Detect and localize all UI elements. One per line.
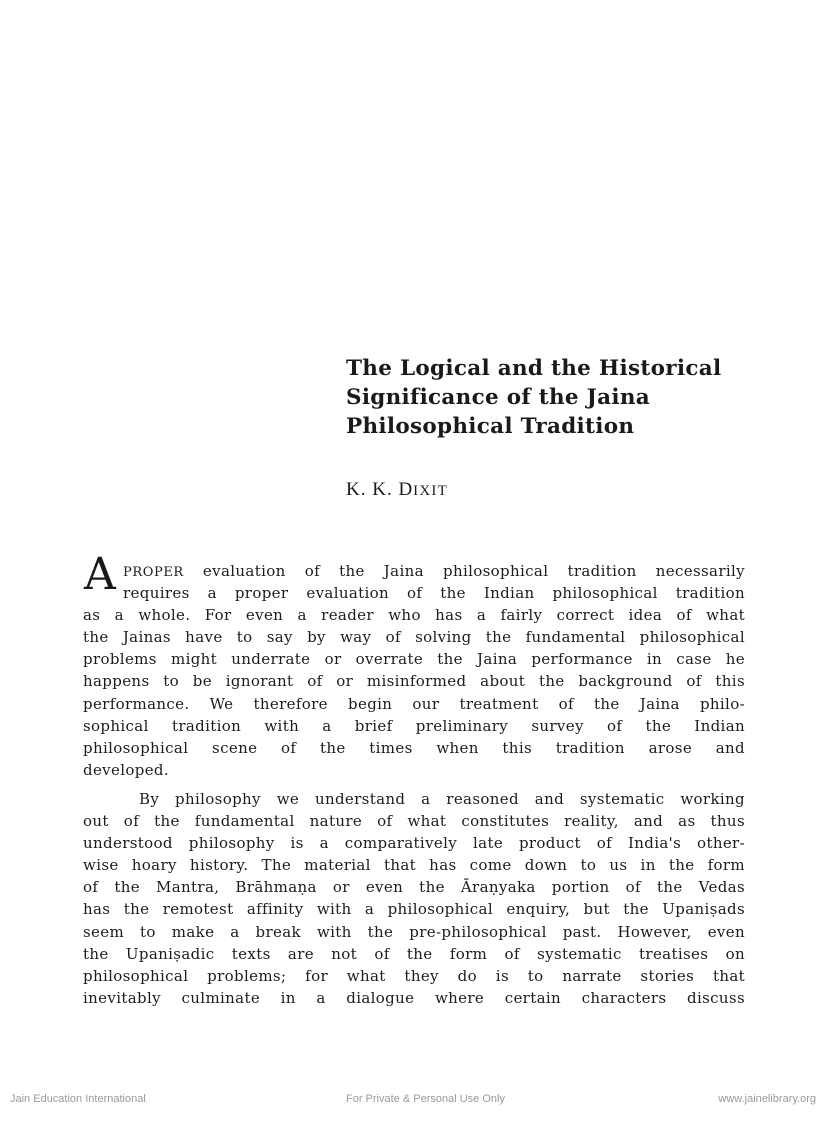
footer-website-link[interactable]: www.jainelibrary.org bbox=[718, 1093, 816, 1105]
text-line: seem to make a break with the pre-philosophical past. However, even bbox=[83, 922, 745, 941]
article-title bbox=[346, 354, 746, 441]
text-line: sophical tradition with a brief preliminary survey of the Indian bbox=[83, 716, 745, 735]
text-line: out of the fundamental nature of what constitutes reality, and as thus bbox=[83, 812, 745, 831]
text-line: wise hoary history. The material that has come down to us in the form bbox=[83, 856, 745, 875]
text-line-last: developed. bbox=[83, 760, 170, 779]
text-line: philosophical problems; for what they do is to narrate stories that bbox=[83, 966, 745, 985]
footer-publisher: Jain Education International bbox=[10, 1093, 146, 1105]
paragraph-1 bbox=[83, 560, 745, 781]
text-line: understood philosophy is a comparatively late product of India's other- bbox=[83, 834, 745, 853]
text-line: inevitably culminate in a dialogue where certain characters discuss bbox=[83, 988, 745, 1007]
text-line bbox=[83, 560, 745, 582]
text-line: performance. We therefore begin our treatment of the Jaina philo- bbox=[83, 694, 745, 713]
text-line: the Upaniṣadic texts are not of the form of systematic treatises on bbox=[83, 944, 745, 963]
text-line: as a whole. For even a reader who has a fairly correct idea of what bbox=[83, 606, 745, 625]
first-word-smallcaps: PROPER bbox=[123, 565, 184, 580]
author-name bbox=[346, 479, 448, 501]
title-line-3: Philosophical Tradition bbox=[346, 414, 635, 439]
title-line-1: The Logical and the Historical bbox=[346, 356, 722, 381]
text-line: of the Mantra, Brāhmaṇa or even the Āraṇyaka portion of the Vedas bbox=[83, 878, 745, 897]
drop-cap: A bbox=[84, 549, 116, 600]
text-line: has the remotest affinity with a philosophical enquiry, but the Upaniṣads bbox=[83, 900, 745, 919]
text-line: the Jainas have to say by way of solving the fundamental philosophical bbox=[83, 628, 745, 647]
paragraph-2 bbox=[83, 788, 745, 1009]
text-line: requires a proper evaluation of the Indian philosophical tradition bbox=[123, 584, 745, 603]
author-initials: K. K. D bbox=[346, 479, 414, 500]
text-line: happens to be ignorant of or misinformed about the background of this bbox=[83, 672, 745, 691]
page-footer bbox=[0, 1093, 828, 1109]
article-body bbox=[83, 560, 745, 1009]
footer-usage-notice: For Private & Personal Use Only bbox=[346, 1093, 505, 1105]
text-line: By philosophy we understand a reasoned and systematic working bbox=[139, 789, 745, 808]
title-line-2: Significance of the Jaina bbox=[346, 385, 650, 410]
text-line: problems might underrate or overrate the Jaina performance in case he bbox=[83, 650, 745, 669]
first-line-rest: evaluation of the Jaina philosophical tradition necessarily bbox=[183, 562, 745, 580]
author-surname-smallcaps: IXIT bbox=[413, 483, 448, 499]
text-line: philosophical scene of the times when this tradition arose and bbox=[83, 738, 745, 757]
